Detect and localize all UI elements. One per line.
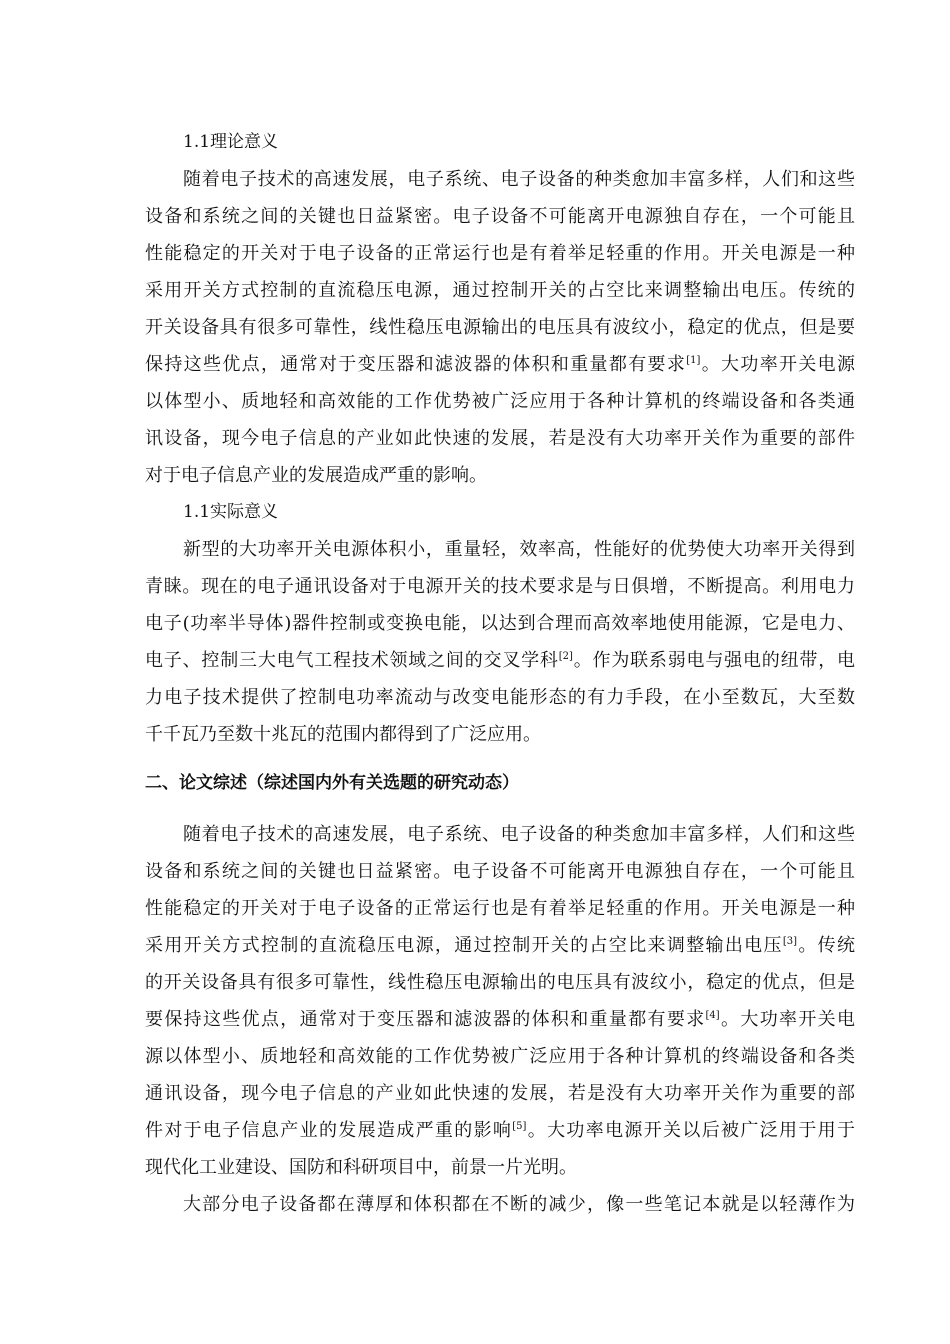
- text-line: 开关设备具有很多可靠性，线性稳压电源输出的电压具有波纹小，稳定的优点，但是要: [145, 317, 855, 338]
- text-line: 现代化工业建设、国防和科研项目中，前景一片光明。: [145, 1157, 577, 1178]
- text-line: 力电子技术提供了控制电功率流动与改变电能形态的有力手段，在小至数瓦，大至数: [145, 687, 855, 708]
- paragraph-review-continued: [145, 1186, 855, 1223]
- paragraph-theory: [145, 161, 855, 494]
- text-line: [145, 927, 855, 964]
- text-line: 电子(功率半导体)器件控制或变换电能，以达到合理而高效率地使用能源，它是电力、: [145, 613, 855, 634]
- paragraph-review: [145, 816, 855, 1186]
- text-span: 。大功率电源开关以后被广泛用于用于: [526, 1120, 855, 1141]
- text-line: [145, 346, 855, 383]
- text-line: 性能稳定的开关对于电子设备的正常运行也是有着举足轻重的作用。开关电源是一种: [145, 243, 855, 264]
- text-line: 设备和系统之间的关键也日益紧密。电子设备不可能离开电源独自存在，一个可能且: [145, 861, 855, 882]
- text-line: 源以体型小、质地轻和高效能的工作优势被广泛应用于各种计算机的终端设备和各类: [145, 1046, 855, 1067]
- text-line: 的开关设备具有很多可靠性，线性稳压电源输出的电压具有波纹小，稳定的优点，但是: [145, 972, 855, 993]
- text-line: 随着电子技术的高速发展，电子系统、电子设备的种类愈加丰富多样，人们和这些: [183, 824, 855, 845]
- subheading-practice: 1.1实际意义: [183, 502, 279, 522]
- text-line: 大部分电子设备都在薄厚和体积都在不断的减少，像一些笔记本就是以轻薄作为: [183, 1194, 855, 1215]
- text-line: 通讯设备，现今电子信息的产业如此快速的发展，若是没有大功率开关作为重要的部: [145, 1083, 855, 1104]
- citation-ref-1: [1]: [686, 355, 701, 366]
- citation-ref-3: [3]: [782, 936, 798, 947]
- text-line: [145, 642, 855, 679]
- text-span: 采用开关方式控制的直流稳压电源，通过控制开关的占空比来调整输出电压: [145, 935, 783, 956]
- subheading-theory: 1.1理论意义: [183, 132, 279, 152]
- text-line: 采用开关方式控制的直流稳压电源，通过控制开关的占空比来调整输出电压。传统的: [145, 280, 855, 301]
- text-line: 设备和系统之间的关键也日益紧密。电子设备不可能离开电源独自存在，一个可能且: [145, 206, 855, 227]
- text-span: 要保持这些优点，通常对于变压器和滤波器的体积和重量都有要求: [145, 1009, 706, 1030]
- text-span: 保持这些优点，通常对于变压器和滤波器的体积和重量都有要求: [145, 354, 687, 375]
- text-line: [145, 1001, 855, 1038]
- section-title-review: 二、论文综述（综述国内外有关选题的研究动态）: [145, 773, 519, 793]
- text-line: 对于电子信息产业的发展造成严重的影响。: [145, 465, 487, 486]
- text-line: 以体型小、质地轻和高效能的工作优势被广泛应用于各种计算机的终端设备和各类通: [145, 391, 855, 412]
- text-span: 件对于电子信息产业的发展造成严重的影响: [145, 1120, 513, 1141]
- text-line: [145, 1112, 855, 1149]
- citation-ref-5: [5]: [512, 1121, 527, 1132]
- text-line: 讯设备，现今电子信息的产业如此快速的发展，若是没有大功率开关作为重要的部件: [145, 428, 855, 449]
- text-line: 随着电子技术的高速发展，电子系统、电子设备的种类愈加丰富多样，人们和这些: [183, 169, 855, 190]
- citation-ref-4: [4]: [705, 1010, 720, 1021]
- citation-ref-2: [2]: [558, 651, 573, 662]
- text-line: 青睐。现在的电子通讯设备对于电源开关的技术要求是与日俱增，不断提高。利用电力: [145, 576, 855, 597]
- text-span: 电子、控制三大电气工程技术领域之间的交叉学科: [145, 650, 559, 671]
- text-span: 。作为联系弱电与强电的纽带，电: [572, 650, 855, 671]
- paragraph-practice: [145, 531, 855, 753]
- text-span: 。传统: [797, 935, 855, 956]
- text-span: 。大功率开关电: [719, 1009, 855, 1030]
- text-span: 。大功率开关电源: [700, 354, 855, 375]
- text-line: 千千瓦乃至数十兆瓦的范围内都得到了广泛应用。: [145, 724, 541, 745]
- text-line: 新型的大功率开关电源体积小，重量轻，效率高，性能好的优势使大功率开关得到: [183, 539, 855, 560]
- document-body: [145, 124, 855, 1223]
- text-line: 性能稳定的开关对于电子设备的正常运行也是有着举足轻重的作用。开关电源是一种: [145, 898, 855, 919]
